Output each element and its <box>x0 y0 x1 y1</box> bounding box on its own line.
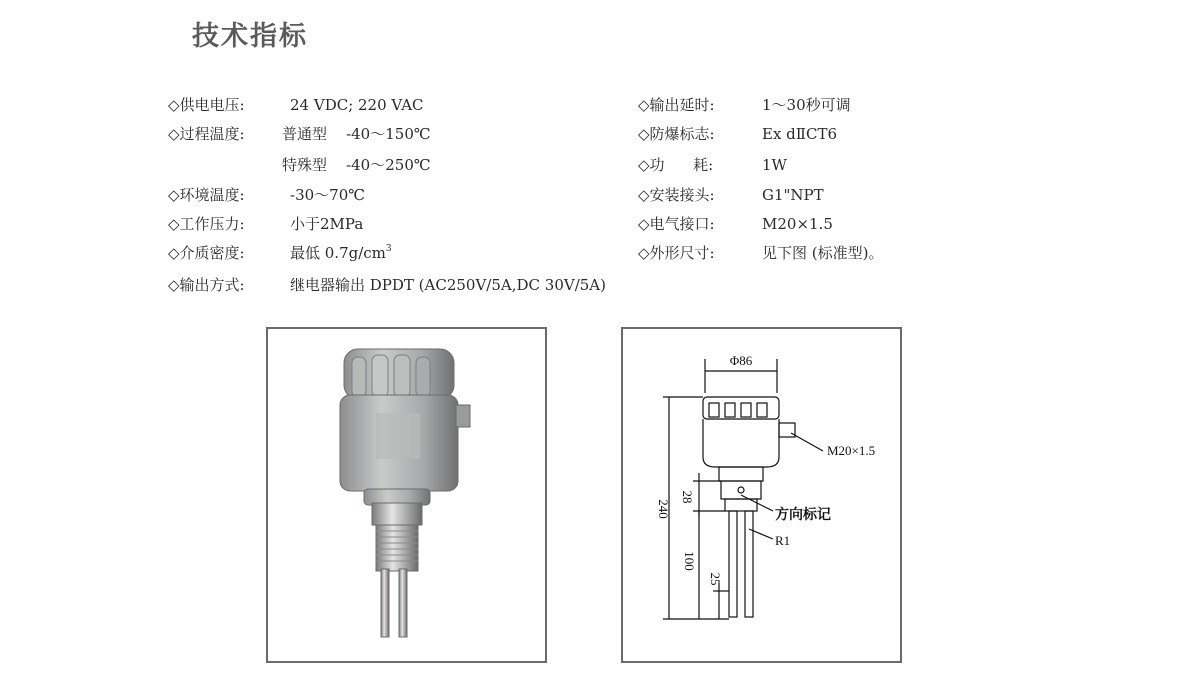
dimension-drawing-frame <box>621 327 902 663</box>
spec-value: 特殊型 -40～250℃ <box>282 156 431 174</box>
spec-label: ◇过程温度: <box>168 125 245 143</box>
product-photo-frame <box>266 327 547 663</box>
spec-label: ◇工作压力: <box>168 215 245 233</box>
spec-dimensions <box>638 244 884 262</box>
dim-diameter: Φ86 <box>729 353 753 368</box>
dimension-drawing <box>623 329 900 661</box>
page-title: 技术指标 <box>192 21 308 52</box>
spec-value: G1"NPT <box>762 186 824 204</box>
spec-supply-voltage <box>168 96 424 114</box>
spec-value: -30～70℃ <box>290 186 366 204</box>
spec-value: 小于2MPa <box>290 215 364 233</box>
dim-cable-entry: M20×1.5 <box>827 443 876 458</box>
spec-value: 普通型 -40～150℃ <box>282 125 431 143</box>
spec-output <box>168 276 606 294</box>
spec-process-temp <box>168 125 431 143</box>
spec-label: ◇外形尺寸: <box>638 244 715 262</box>
direction-mark-label: 方向标记 <box>775 508 831 523</box>
spec-value: 见下图 (标准型)。 <box>762 244 884 262</box>
dim-thread-height: 28 <box>680 490 695 504</box>
dim-tip-length: 25 <box>708 572 723 586</box>
spec-label: ◇防爆标志: <box>638 125 715 143</box>
spec-label: ◇介质密度: <box>168 244 245 262</box>
spec-pressure <box>168 215 364 233</box>
dim-total-height: 240 <box>656 499 671 519</box>
spec-label: ◇安装接头: <box>638 186 715 204</box>
spec-fitting <box>638 186 824 204</box>
spec-power <box>638 156 787 174</box>
product-photo <box>268 329 545 661</box>
spec-ambient-temp <box>168 186 366 204</box>
radius-label: R1 <box>775 533 791 548</box>
spec-label: ◇输出延时: <box>638 96 715 114</box>
spec-label: ◇输出方式: <box>168 276 245 294</box>
spec-delay <box>638 96 851 114</box>
superscript: 3 <box>385 244 392 254</box>
spec-label: ◇环境温度: <box>168 186 245 204</box>
spec-value: Ex dⅡCT6 <box>762 125 837 143</box>
spec-label: ◇电气接口: <box>638 215 715 233</box>
spec-density <box>168 244 392 262</box>
spec-value: 继电器输出 DPDT (AC250V/5A,DC 30V/5A) <box>290 276 606 294</box>
spec-value: 1～30秒可调 <box>762 96 851 114</box>
spec-label: ◇功 耗: <box>638 156 714 174</box>
spec-value: 1W <box>762 156 787 174</box>
spec-ex-mark <box>638 125 837 143</box>
spec-label: ◇供电电压: <box>168 96 245 114</box>
spec-value: 24 VDC; 220 VAC <box>290 96 424 114</box>
spec-electrical <box>638 215 833 233</box>
dim-fork-length: 100 <box>682 551 697 571</box>
spec-value: 最低 $0.7g/cm^3$ <box>290 244 392 262</box>
spec-value: M20×1.5 <box>762 215 833 233</box>
